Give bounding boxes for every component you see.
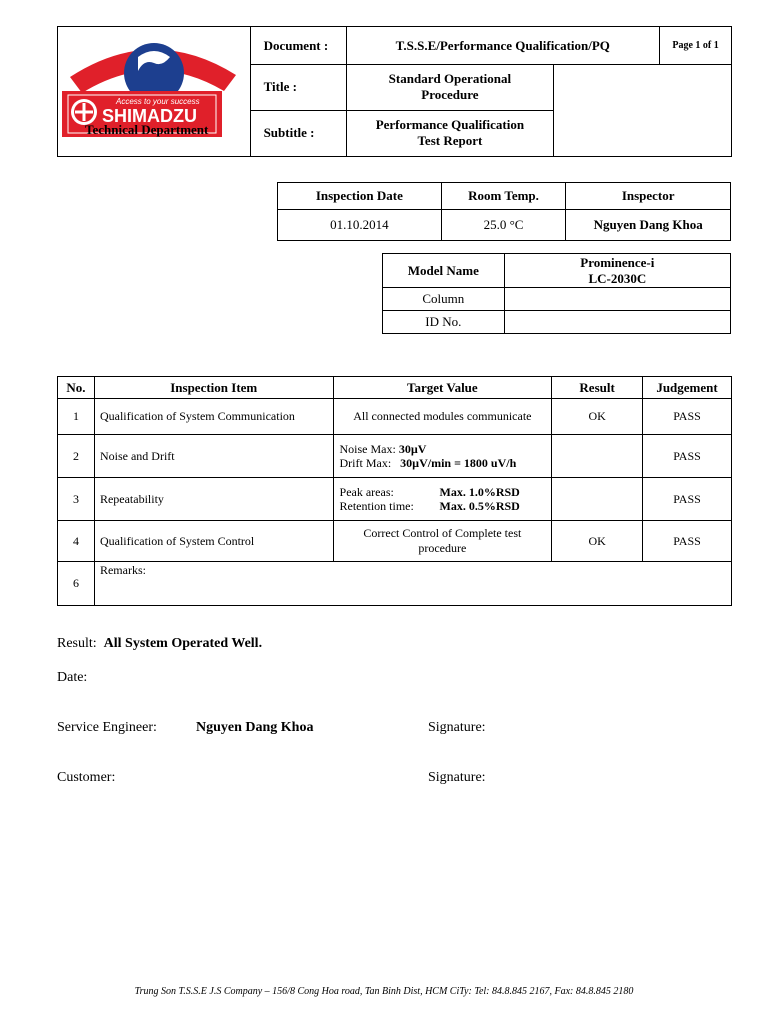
row-no: 4 [58, 521, 95, 562]
column-label: Column [383, 288, 505, 311]
engineer-value: Nguyen Dang Khoa [196, 720, 314, 735]
target-peak-label: Peak areas: [339, 485, 394, 499]
logo-brand-text: TSSE [140, 32, 181, 44]
col-header-judgement: Judgement [643, 377, 732, 399]
subtitle-value [346, 110, 554, 156]
remarks-row [58, 562, 732, 606]
customer-signature-label: Signature: [428, 770, 486, 785]
date-label: Date: [57, 670, 88, 685]
target-line-2: procedure [418, 541, 467, 555]
row-target [333, 435, 552, 478]
row-item: Noise and Drift [94, 435, 333, 478]
inspector-header: Inspector [566, 183, 731, 210]
model-name-value [504, 254, 730, 288]
col-header-no: No. [58, 377, 95, 399]
target-drift-value: 30µV/min = 1800 uV/h [400, 456, 517, 470]
target-line-1: Correct Control of Complete test [363, 526, 522, 540]
row-result [552, 435, 643, 478]
result-label: Result: [57, 636, 97, 651]
room-temp-header: Room Temp. [441, 183, 566, 210]
remarks-cell [94, 562, 731, 606]
row-no: 2 [58, 435, 95, 478]
row-item: Repeatability [94, 478, 333, 521]
remarks-label: Remarks: [99, 563, 146, 577]
column-value [504, 288, 730, 311]
inspection-items-table [57, 376, 732, 606]
result-line [57, 636, 262, 652]
row-item: Qualification of System Control [94, 521, 333, 562]
col-header-result: Result [552, 377, 643, 399]
row-judgement: PASS [643, 521, 732, 562]
engineer-label: Service Engineer: [57, 720, 157, 735]
logo-cell [58, 27, 251, 157]
row-judgement: PASS [643, 435, 732, 478]
model-name-line-2: LC-2030C [588, 270, 647, 286]
row-target [333, 521, 552, 562]
page-number: Page 1 of 1 [660, 27, 732, 65]
row-result: OK [552, 399, 643, 435]
model-table [382, 253, 731, 334]
target-retention-value: Max. 0.5%RSD [439, 499, 520, 513]
inspection-date-value: 01.10.2014 [278, 210, 442, 241]
row-result: OK [552, 521, 643, 562]
row-target: All connected modules communicate [333, 399, 552, 435]
result-value: All System Operated Well. [103, 636, 263, 651]
inspection-table [277, 182, 731, 241]
inspection-date-header: Inspection Date [278, 183, 442, 210]
title-value [346, 65, 554, 110]
subtitle-line-2: Test Report [417, 133, 483, 149]
model-name-label: Model Name [383, 254, 505, 288]
row-no: 1 [58, 399, 95, 435]
col-header-item: Inspection Item [94, 377, 333, 399]
table-row [58, 478, 732, 521]
document-header [57, 26, 732, 157]
customer-label: Customer: [57, 770, 116, 785]
target-retention-label: Retention time: [339, 499, 414, 513]
table-row [58, 399, 732, 435]
row-judgement: PASS [643, 478, 732, 521]
room-temp-value: 25.0 °C [441, 210, 566, 241]
title-line-2: Procedure [421, 87, 479, 103]
target-drift-label: Drift Max: [339, 456, 392, 470]
row-judgement: PASS [643, 399, 732, 435]
document-value: T.S.S.E/Performance Qualification/PQ [346, 27, 660, 65]
table-row [58, 435, 732, 478]
subtitle-line-1: Performance Qualification [375, 117, 525, 133]
logo-shimadzu-text: SHIMADZU [102, 106, 197, 126]
logo-tagline: Access to your success [116, 97, 200, 106]
table-row [58, 521, 732, 562]
id-label: ID No. [383, 311, 505, 334]
target-noise-label: Noise Max: [339, 442, 396, 456]
department-name: Technical Department [85, 122, 209, 137]
inspector-value: Nguyen Dang Khoa [566, 210, 731, 241]
title-line-1: Standard Operational [388, 71, 512, 87]
document-label: Document : [250, 27, 346, 65]
target-noise-value: 30µV [398, 442, 427, 456]
company-footer: Trung Son T.S.S.E J.S Company – 156/8 Cong Hoa road, Tan Binh Dist, HCM CiTy: Tel: 84.8.845 2167, Fax: 84.8.845 2180 [134, 986, 634, 997]
row-item: Qualification of System Communication [94, 399, 333, 435]
model-name-line-1: Prominence-i [580, 254, 655, 270]
row-result [552, 478, 643, 521]
id-value [504, 311, 730, 334]
title-label: Title : [250, 65, 346, 110]
row-target [333, 478, 552, 521]
header-blank-cell [554, 65, 732, 157]
engineer-signature-label: Signature: [428, 720, 486, 735]
subtitle-label: Subtitle : [250, 110, 346, 156]
row-no: 3 [58, 478, 95, 521]
remarks-no: 6 [58, 562, 95, 606]
col-header-target: Target Value [333, 377, 552, 399]
target-peak-value: Max. 1.0%RSD [439, 485, 520, 499]
